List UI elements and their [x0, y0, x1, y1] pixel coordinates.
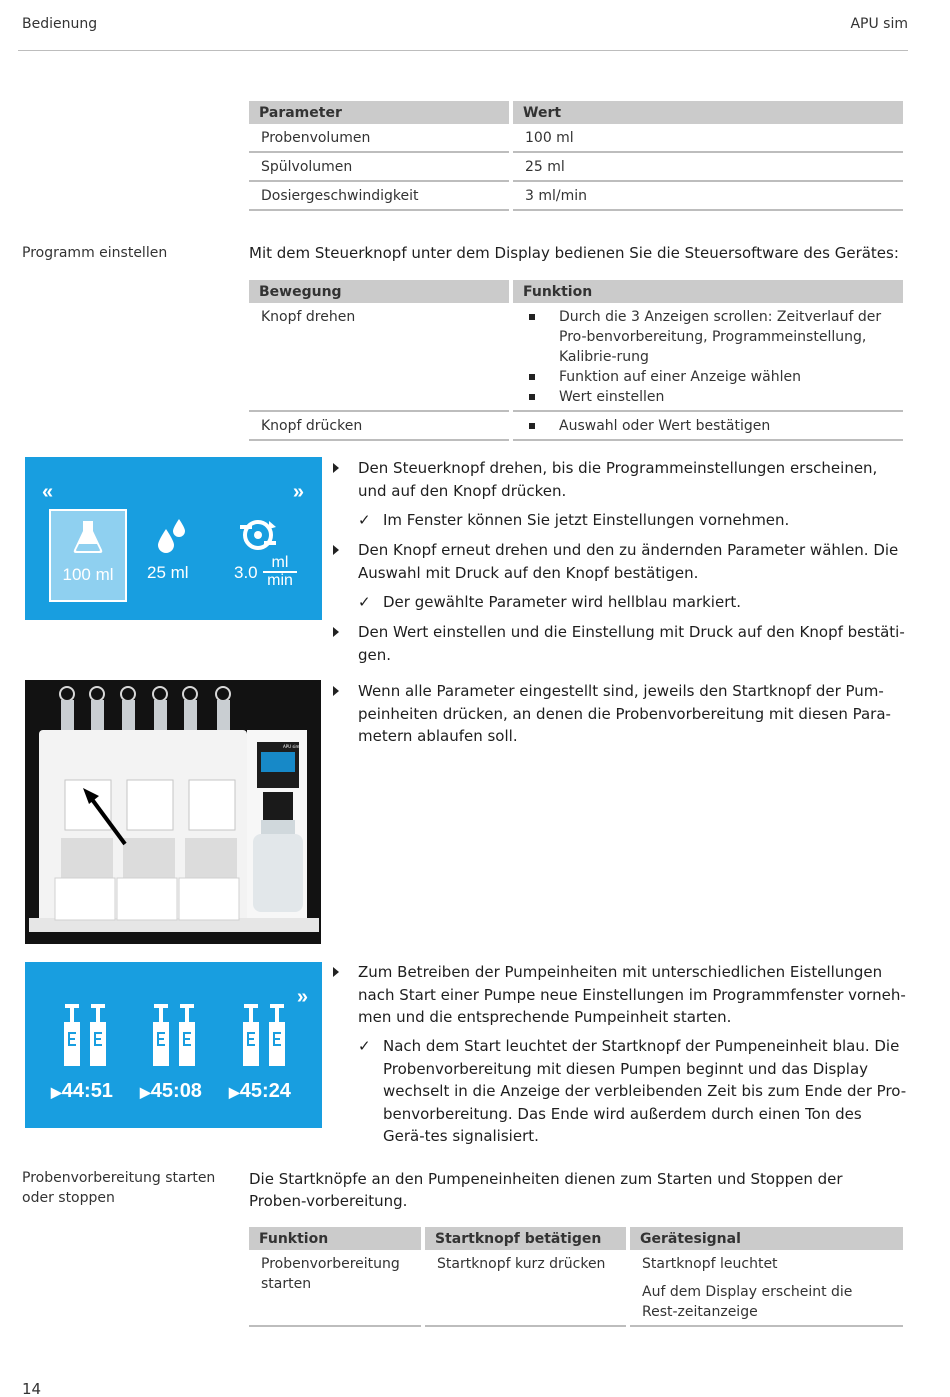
nav-left-icon: « — [42, 481, 54, 503]
unit-denominator: min — [267, 572, 293, 589]
table-cell: Probenvorbereitung starten — [249, 1250, 423, 1326]
nav-right-icon: » — [296, 986, 308, 1008]
signal-line: Startknopf leuchtet — [642, 1256, 778, 1272]
check-icon: ✓ — [358, 593, 371, 611]
drops-icon — [156, 517, 188, 553]
time-value: 44:51 — [61, 1080, 113, 1102]
table-cell: Startknopf kurz drücken — [423, 1250, 628, 1326]
result-text: Nach dem Start leuchtet der Startknopf der Pumpeneinheit blau. Die Probenvorbereitung mit diesen Pumpen beginnt und das Display wechselt in die Anzeige der verbleibenden Zeit bis zum Ende der Pro-benvorbereitung. Das Ende wird außerdem durch einen Ton des Gerä-tes signalisiert. — [383, 1037, 907, 1145]
table-row — [249, 181, 903, 210]
step-result — [358, 1035, 908, 1148]
selected-parameter-box — [49, 509, 127, 602]
check-icon: ✓ — [358, 1037, 371, 1055]
header-product: APU sim — [850, 16, 908, 32]
table-cell — [511, 303, 903, 411]
time-value: 45:24 — [239, 1080, 291, 1102]
table-cell — [628, 1250, 903, 1326]
device-illustration — [25, 680, 321, 944]
col-header-action: Startknopf betätigen — [423, 1227, 628, 1250]
instruction-step — [333, 539, 908, 584]
instruction-step — [333, 621, 908, 666]
table-row — [249, 1250, 903, 1326]
start-table — [249, 1227, 903, 1327]
list-item: Auswahl oder Wert bestätigen — [527, 416, 891, 436]
table-row — [249, 124, 903, 152]
device-photo — [25, 680, 321, 944]
function-list — [527, 416, 891, 436]
table-cell: Spülvolumen — [249, 152, 511, 181]
instruction-step — [333, 680, 908, 748]
table-cell: Probenvolumen — [249, 124, 511, 152]
syringes-icon — [61, 1002, 291, 1072]
display-remaining-time — [25, 962, 322, 1128]
signal-line: Auf dem Display erscheint die Rest-zeitanzeige — [642, 1284, 853, 1320]
step-arrow-icon — [333, 686, 339, 696]
step-result — [358, 591, 908, 614]
step-text: Den Wert einstellen und die Einstellung mit Druck auf den Knopf bestäti-gen. — [358, 623, 905, 664]
table-cell — [511, 411, 903, 440]
result-text: Im Fenster können Sie jetzt Einstellungen vornehmen. — [383, 511, 790, 529]
list-item: Funktion auf einer Anzeige wählen — [527, 367, 885, 387]
unit-numerator: ml — [263, 555, 297, 573]
program-intro: Mit dem Steuerknopf unter dem Display bedienen Sie die Steuersoftware des Gerätes: — [249, 244, 899, 262]
parameter-table — [249, 101, 903, 211]
speed-unit — [263, 555, 297, 589]
table-cell: 100 ml — [511, 124, 903, 152]
side-label-program: Programm einstellen — [22, 245, 168, 261]
step-text: Den Knopf erneut drehen und den zu ändernden Parameter wählen. Die Auswahl mit Druck auf den Knopf bestätigen. — [358, 541, 899, 582]
table-cell: Knopf drehen — [249, 303, 511, 411]
table-row — [249, 411, 903, 440]
header-divider — [18, 50, 908, 51]
side-label-line: Probenvorbereitung starten — [22, 1170, 216, 1186]
step-text: Wenn alle Parameter eingestellt sind, jeweils den Startknopf der Pum-peinheiten drücken, an denen die Probenvorbereitung mit diesen Para-metern ablaufen soll. — [358, 682, 891, 745]
step-text: Den Steuerknopf drehen, bis die Programmeinstellungen erscheinen, und auf den Knopf drücken. — [358, 459, 878, 500]
flask-icon — [72, 519, 104, 555]
col-header-parameter: Parameter — [249, 101, 511, 124]
sample-volume-value: 100 ml — [62, 565, 114, 584]
table-cell: 3 ml/min — [511, 181, 903, 210]
check-icon: ✓ — [358, 511, 371, 529]
list-item: Wert einstellen — [527, 387, 885, 407]
side-label-start — [22, 1168, 215, 1208]
step-result — [358, 509, 908, 532]
page-number: 14 — [22, 1380, 42, 1397]
step-arrow-icon — [333, 967, 339, 977]
page-header — [22, 16, 908, 32]
play-icon: ▶ — [51, 1084, 62, 1100]
pump-icon — [238, 517, 278, 553]
nav-right-icon: » — [292, 481, 304, 503]
result-text: Der gewählte Parameter wird hellblau markiert. — [383, 593, 742, 611]
play-icon: ▶ — [229, 1084, 240, 1100]
time-readout — [229, 1080, 291, 1103]
table-cell: 25 ml — [511, 152, 903, 181]
time-readout — [140, 1080, 202, 1103]
step-arrow-icon — [333, 463, 339, 473]
time-readout — [51, 1080, 113, 1103]
step-arrow-icon — [333, 627, 339, 637]
table-row — [249, 152, 903, 181]
step-text: Zum Betreiben der Pumpeinheiten mit unterschiedlichen Eistellungen nach Start einer Pumpe neue Einstellungen im Programmfenster vorneh-men und die entsprechende Pumpeinheit starten. — [358, 963, 906, 1026]
display-program-settings — [25, 457, 322, 620]
col-header-movement: Bewegung — [249, 280, 511, 303]
table-cell: Knopf drücken — [249, 411, 511, 440]
device-brand: APU sim — [283, 744, 300, 749]
table-row — [249, 303, 903, 411]
step-arrow-icon — [333, 545, 339, 555]
control-table — [249, 280, 903, 441]
instruction-step — [333, 961, 908, 1029]
rinse-volume-value: 25 ml — [147, 563, 189, 582]
play-icon: ▶ — [140, 1084, 151, 1100]
side-label-line: oder stoppen — [22, 1190, 115, 1206]
function-list — [527, 307, 885, 407]
list-item: Durch die 3 Anzeigen scrollen: Zeitverlauf der Pro-benvorbereitung, Programmeinstellung, Kalibrie-rung — [527, 307, 885, 367]
col-header-function: Funktion — [511, 280, 903, 303]
header-chapter: Bedienung — [22, 16, 98, 32]
time-value: 45:08 — [150, 1080, 202, 1102]
table-cell: Dosiergeschwindigkeit — [249, 181, 511, 210]
col-header-signal: Gerätesignal — [628, 1227, 903, 1250]
instruction-step — [333, 457, 908, 502]
start-intro: Die Startknöpfe an den Pumpeneinheiten dienen zum Starten und Stoppen der Proben-vorbereitung. — [249, 1170, 843, 1210]
col-header-function: Funktion — [249, 1227, 423, 1250]
speed-value: 3.0 — [234, 563, 258, 582]
col-header-value: Wert — [511, 101, 903, 124]
